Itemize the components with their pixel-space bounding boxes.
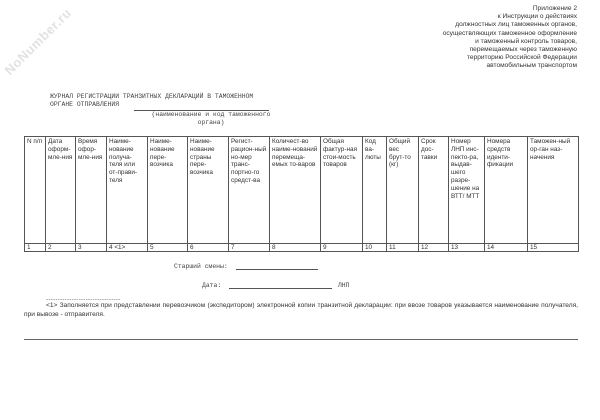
footnote-separator: -------------------------------- xyxy=(46,296,121,303)
lnp-label: ЛНП xyxy=(337,282,350,289)
column-number: 5 xyxy=(148,244,188,252)
column-number: 7 xyxy=(229,244,270,252)
column-header: N п/п xyxy=(25,137,46,244)
appendix-line: автомобильным транспортом xyxy=(486,62,577,70)
column-number: 9 xyxy=(321,244,363,252)
column-number: 8 xyxy=(270,244,321,252)
column-header: Дата оформ-мле-ния xyxy=(46,137,76,244)
column-number: 13 xyxy=(449,244,485,252)
column-header: Номер ЛНП инс-пекто-ра, выдав-шего разре-шение на ВТТ/ МТТ xyxy=(449,137,485,244)
date-row xyxy=(202,281,349,289)
appendix-line: перемещаемых через таможенную xyxy=(469,46,577,54)
column-number: 14 xyxy=(485,244,528,252)
appendix-line: Приложение 2 xyxy=(532,5,577,12)
column-number: 12 xyxy=(419,244,449,252)
column-number: 6 xyxy=(188,244,229,252)
column-number: 10 xyxy=(363,244,387,252)
senior-shift-field[interactable] xyxy=(236,262,318,270)
date-field[interactable] xyxy=(229,281,332,289)
organ-caption: (наименование и код таможенного органа) xyxy=(151,111,271,126)
date-label: Дата: xyxy=(202,282,222,289)
footnote-text: <1> Заполняется при представлении перевозчиком (экспедитором) электронной копии транзитной декларации: при ввозе товаров указывается наименование получателя, при вывозе - отправителя. xyxy=(24,302,578,318)
column-header: Время офор-мле-ния xyxy=(76,137,107,244)
column-header: Номера средств иденти-фикации xyxy=(485,137,528,244)
column-header: Наиме-нование пере-возчика xyxy=(148,137,188,244)
appendix-line: территорию Российской Федерации xyxy=(466,54,577,62)
watermark: NoNumber.ru xyxy=(1,5,75,78)
column-header: Код ва-люты xyxy=(363,137,387,244)
column-header: Наиме-нование страны пере-возчика xyxy=(188,137,229,244)
column-number-row xyxy=(25,244,579,252)
column-header: Количест-во наиме-нований перемеща-емых то-варов xyxy=(270,137,321,244)
column-header: Общая фактур-ная стои-мость товаров xyxy=(321,137,363,244)
journal-title xyxy=(50,93,253,109)
senior-shift-row xyxy=(174,262,318,270)
column-header: Регист-рацион-ный но-мер транс-портно-го средст-ва xyxy=(229,137,270,244)
column-header: Наиме-нование получа-теля или от-прави-теля xyxy=(107,137,148,244)
column-number: 15 xyxy=(528,244,579,252)
column-number: 11 xyxy=(387,244,419,252)
appendix-line: и таможенный контроль товаров, xyxy=(475,37,577,45)
table-header-row xyxy=(25,137,579,244)
appendix-line: должностных лиц таможенных органов, xyxy=(455,21,577,29)
bottom-divider xyxy=(24,339,578,340)
appendix-line: к Инструкции о действиях xyxy=(497,13,577,21)
senior-shift-label: Старший смены: xyxy=(174,263,228,270)
column-header: Таможен-ный ор-ган наз-начения xyxy=(528,137,579,244)
appendix-line: осуществляющих таможенное оформление xyxy=(442,29,577,37)
column-number: 2 xyxy=(46,244,76,252)
journal-title-line2: ОРГАНЕ ОТПРАВЛЕНИЯ xyxy=(50,101,120,108)
column-number: 3 xyxy=(76,244,107,252)
column-number: 4 <1> xyxy=(107,244,148,252)
journal-table xyxy=(24,136,579,252)
appendix-header xyxy=(443,5,577,71)
column-number: 1 xyxy=(25,244,46,252)
journal-title-line1: ЖУРНАЛ РЕГИСТРАЦИИ ТРАНЗИТНЫХ ДЕКЛАРАЦИЙ В ТАМОЖЕННОМ xyxy=(50,93,254,100)
column-header: Срок дос-тавки xyxy=(419,137,449,244)
column-header: Общий вес брут-то (кг) xyxy=(387,137,419,244)
